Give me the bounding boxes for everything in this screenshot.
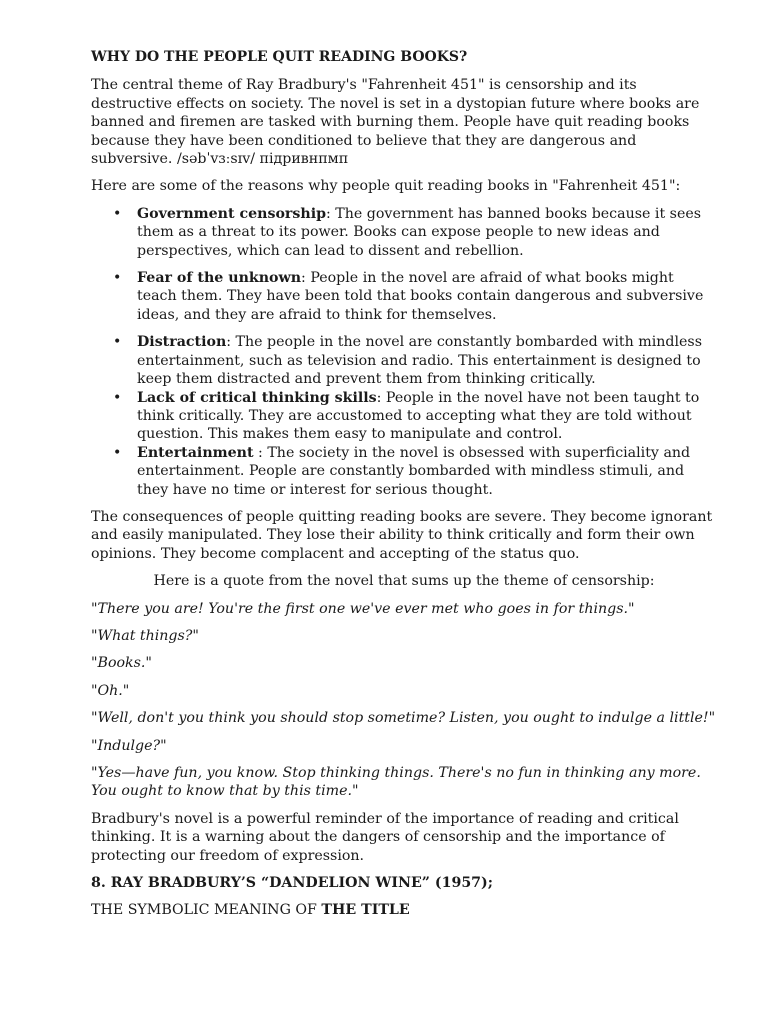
reason-term: Entertainment: [137, 444, 254, 461]
document-heading: WHY DO THE PEOPLE QUIT READING BOOKS?: [91, 49, 468, 65]
quote-intro: Here is a quote from the novel that sums up the theme of censorship:: [153, 573, 655, 590]
reasons-lead-paragraph: Here are some of the reasons why people quit reading books in "Fahrenheit 451":: [91, 178, 681, 195]
reason-term: Lack of critical thinking skills: [137, 389, 377, 406]
quote-line: "Indulge?": [91, 737, 167, 754]
list-item: [137, 205, 717, 260]
list-item: [137, 333, 717, 388]
consequences-paragraph: The consequences of people quitting reading books are severe. They become ignorant and easily manipulated. They lose their ability to think critically and form their own opinions. They become complacent and accepting of the status quo.: [91, 508, 713, 562]
list-item: [137, 269, 717, 324]
conclusion-paragraph: Bradbury's novel is a powerful reminder of the importance of reading and critical thinking. It is a warning about the dangers of censorship and the importance of protecting our freedom of expression.: [91, 810, 679, 864]
reason-text: : The society in the novel is obsessed with superficiality and entertainment. People are constantly bombarded with mindless stimuli, and they have no time or interest for serious thought.: [137, 444, 691, 498]
list-item: [137, 389, 717, 444]
quote-line: "Yes—have fun, you know. Stop thinking things. There's no fun in thinking any more. You ought to know that by this time.": [91, 765, 701, 800]
reason-text: : The people in the novel are constantly bombarded with mindless entertainment, such as television and radio. This entertainment is designed to keep them distracted and prevent them from thinking critically.: [137, 334, 702, 388]
reason-term: Distraction: [137, 334, 227, 351]
reason-text: : The government has banned books because it sees them as a threat to its power. Books can expose people to new ideas and perspectives, which can lead to dissent and rebellion.: [137, 205, 702, 259]
quote-line: "Books.": [91, 655, 152, 672]
section-heading: 8. RAY BRADBURY’S “DANDELION WINE” (1957);: [91, 875, 494, 892]
subheading: [91, 901, 717, 919]
reason-term: Government censorship: [137, 205, 327, 222]
subheading-prefix: THE SYMBOLIC MEANING OF: [91, 902, 322, 919]
quote-line: "What things?": [91, 627, 199, 644]
reason-text: : People in the novel have not been taught to think critically. They are accustomed to accepting what they are told without question. This makes them easy to manipulate and control.: [137, 389, 700, 443]
reason-text: : People in the novel are afraid of what books might teach them. They have been told that books contain dangerous and subversive ideas, and they are afraid to think for themselves.: [137, 270, 704, 323]
reasons-list: [91, 205, 717, 499]
reason-term: Fear of the unknown: [137, 270, 302, 287]
quote-line: "There you are! You're the first one we've ever met who goes in for things.": [91, 600, 635, 617]
quote-line: "Well, don't you think you should stop sometime? Listen, you ought to indulge a little!": [91, 710, 716, 727]
list-item: [137, 444, 717, 499]
quote-line: "Oh.": [91, 682, 130, 699]
intro-paragraph: The central theme of Ray Bradbury's "Fahrenheit 451" is censorship and its destructive effects on society. The novel is set in a dystopian future where books are banned and firemen are tasked with burning them. People have quit reading books because they have been conditioned to believe that they are dangerous and subversive. /səbˈvɜːsɪv/ підривнпмп: [91, 77, 700, 168]
subheading-strong: THE TITLE: [321, 902, 410, 919]
document-page: [91, 48, 717, 929]
